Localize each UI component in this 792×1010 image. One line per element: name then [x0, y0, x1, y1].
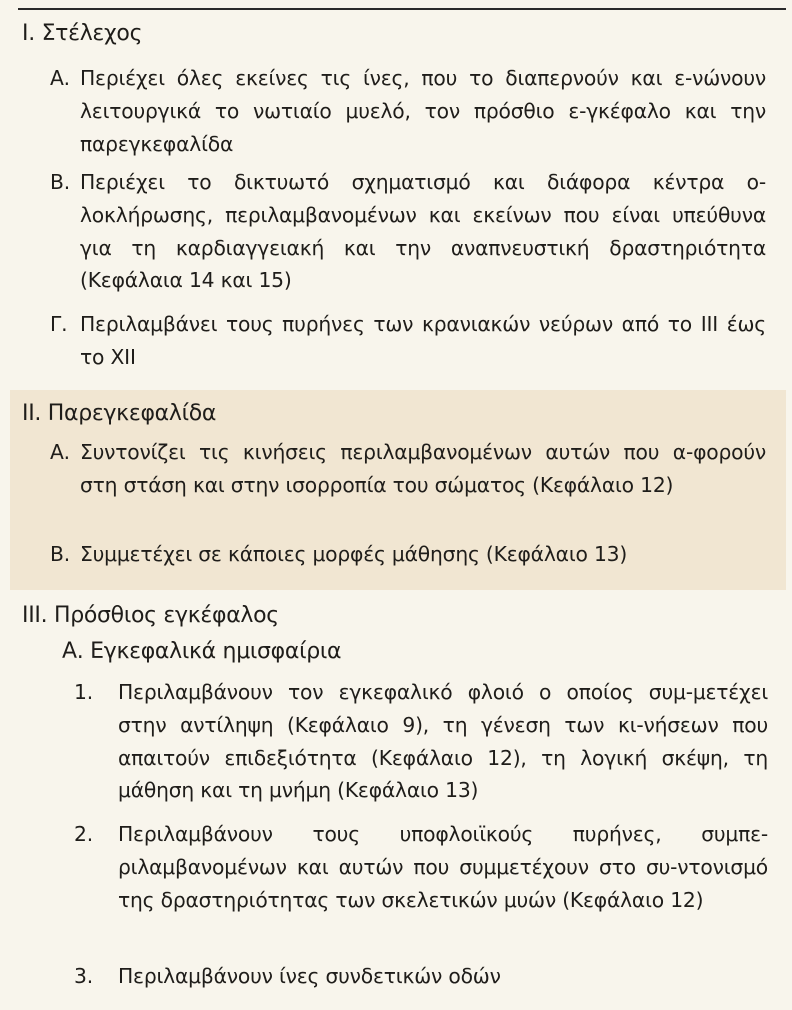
list-item: [50, 308, 766, 374]
list-item: [50, 436, 766, 502]
item-text: Περιέχει όλες εκείνες τις ίνες, που το διαπερνούν και ε-νώνουν λειτουργικά το νωτιαίο μυελό, τον πρόσθιο ε-γκέφαλο και την παρεγκεφαλίδα: [80, 66, 766, 156]
section-heading: I. Στέλεχος: [22, 21, 143, 46]
item-text: Περιλαμβάνει τους πυρήνες των κρανιακών νεύρων από το ΙΙΙ έως το ΧΙΙ: [80, 312, 766, 369]
list-item: [74, 676, 768, 807]
item-text: Συμμετέχει σε κάποιες μορφές μάθησης (Κεφάλαιο 13): [80, 542, 628, 566]
section-heading: II. Παρεγκεφαλίδα: [22, 401, 217, 426]
section-cerebellum: [10, 390, 786, 590]
list-item: [50, 166, 766, 297]
item-label: Α.: [50, 440, 70, 464]
section-forebrain: [10, 590, 786, 1010]
list-item: [74, 960, 768, 993]
item-label: Α.: [50, 66, 70, 90]
item-text: Περιέχει το δικτυωτό σχηματισμό και διάφορα κέντρα ο-λοκλήρωσης, περιλαμβανομένων και εκείνων που είναι υπεύθυνα για τη καρδιαγγειακή και την αναπνευστική δραστηριότητα (Κεφάλαια 14 και 15): [80, 170, 766, 293]
item-label: Γ.: [50, 312, 68, 336]
item-text: Περιλαμβάνουν τον εγκεφαλικό φλοιό ο οποίος συμ-μετέχει στην αντίληψη (Κεφάλαιο 9), τη γένεση των κι-νήσεων που απαιτούν επιδεξιότητα (Κεφάλαιο 12), τη λογική σκέψη, τη μάθηση και τη μνήμη (Κεφάλαιο 13): [118, 680, 768, 803]
list-item: [50, 62, 766, 160]
section-heading: III. Πρόσθιος εγκέφαλος: [22, 603, 279, 628]
item-text: Συντονίζει τις κινήσεις περιλαμβανομένων αυτών που α-φορούν στη στάση και στην ισορροπία του σώματος (Κεφάλαιο 12): [80, 440, 766, 497]
section-brainstem: [10, 10, 786, 386]
section-subheading: Α. Εγκεφαλικά ημισφαίρια: [62, 639, 342, 664]
item-label: 3.: [74, 964, 93, 988]
item-label: Β.: [50, 542, 70, 566]
item-text: Περιλαμβάνουν ίνες συνδετικών οδών: [118, 964, 501, 988]
item-text: Περιλαμβάνουν τους υποφλοιϊκούς πυρήνες, συμπε-ριλαμβανομένων και αυτών που συμμετέχουν στο συ-ντονισμό της δραστηριότητας των σκελετικών μυών (Κεφάλαιο 12): [118, 822, 768, 912]
list-item: [74, 818, 768, 916]
item-label: 1.: [74, 680, 93, 704]
item-label: Β.: [50, 170, 70, 194]
item-label: 2.: [74, 822, 93, 846]
list-item: [50, 538, 766, 571]
